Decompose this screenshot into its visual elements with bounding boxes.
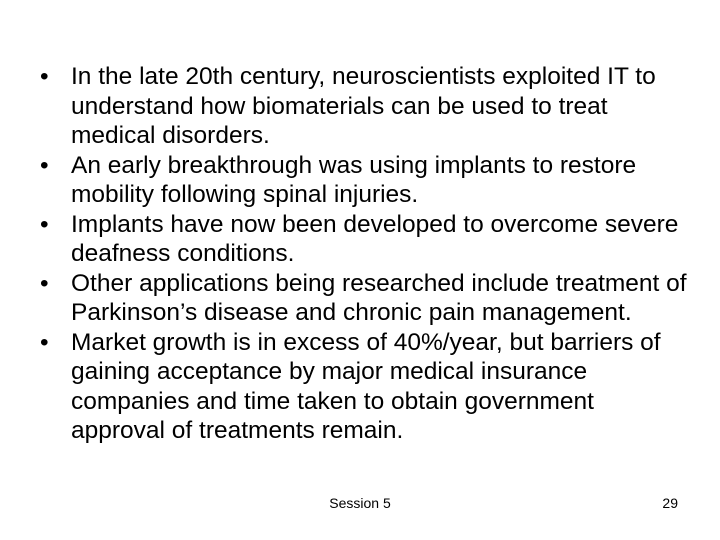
bullet-text: Implants have now been developed to overcome severe deafness conditions. (71, 210, 679, 267)
bullet-list (40, 62, 690, 446)
bullet-marker: • (40, 328, 49, 356)
bullet-item (40, 62, 690, 151)
bullet-marker: • (40, 151, 49, 179)
bullet-item (40, 151, 690, 210)
bullet-item (40, 269, 690, 328)
bullet-text: An early breakthrough was using implants to restore mobility following spinal injuries. (71, 151, 637, 208)
bullet-marker: • (40, 269, 49, 297)
bullet-item (40, 328, 690, 446)
bullet-item (40, 210, 690, 269)
bullet-marker: • (40, 210, 49, 238)
bullet-text: In the late 20th century, neuroscientists exploited IT to understand how biomaterials can be used to treat medical disorders. (71, 63, 656, 149)
bullet-text: Market growth is in excess of 40%/year, but barriers of gaining acceptance by major medical insurance companies and time taken to obtain government approval of treatments remain. (71, 328, 661, 444)
page-number: 29 (662, 495, 678, 511)
bullet-marker: • (40, 63, 49, 90)
footer-session-label: Session 5 (329, 495, 391, 511)
bullet-text: Other applications being researched include treatment of Parkinson’s disease and chronic pain management. (71, 269, 687, 326)
